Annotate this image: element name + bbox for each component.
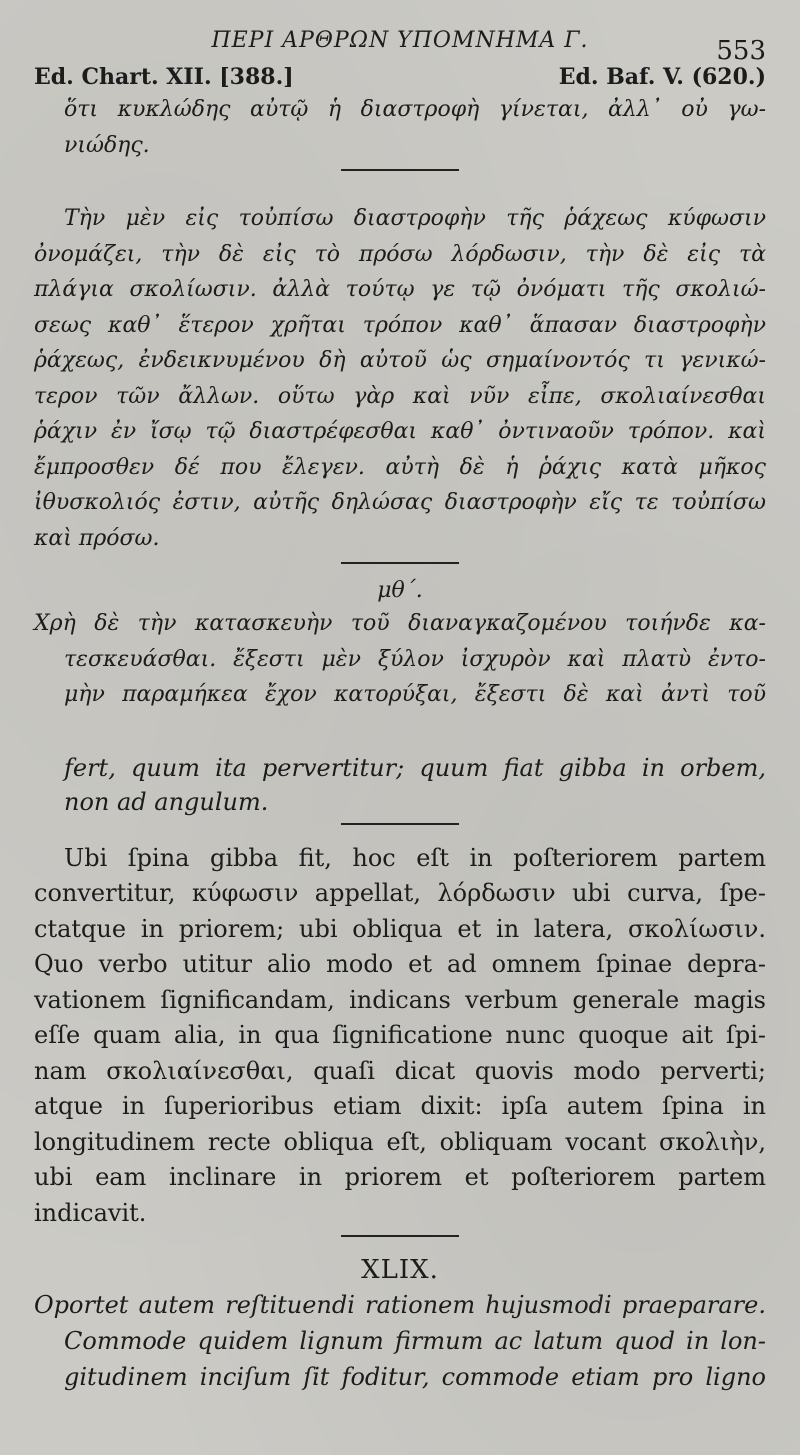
text-line: ἔμπροσθεν δέ που ἔλεγεν. αὐτὴ δὲ ἡ ῥάχις κατὰ μῆκος: [34, 454, 766, 480]
text-line: πλάγια σκολίωσιν. ἀλλὰ τούτῳ γε τῷ ὀνόματι τῆς σκολιώ-: [34, 277, 766, 302]
text-line: vationem ſignificandam, indicans verbum generale magis: [34, 985, 766, 1014]
text-line: καὶ πρόσω.: [34, 525, 160, 551]
text-line: eſſe quam alia, in qua ſignificatione nunc quoque ait ſpi-: [34, 1021, 766, 1049]
text-line: ἰθυσκολιός ἐστιν, αὐτῆς δηλώσας διαστροφὴν εἴς τε τοὐπίσω: [34, 490, 766, 515]
edition-line: [34, 62, 766, 92]
text-line: ctatque in priorem; ubi obliqua et in latera, σκολίωσιν.: [34, 914, 766, 943]
text-line: Quo verbo utitur alio modo et ad omnem ſpinae depra-: [34, 950, 766, 978]
section-divider: [341, 1235, 459, 1237]
latin-italic-paragraph-2: [34, 1287, 766, 1395]
text-line: Τὴν μὲν εἰς τοὐπίσω διαστροφὴν τῆς ῥάχεως κύφωσιν: [64, 206, 766, 231]
text-line: nam σκολιαίνεσθαι, quaſi dicat quovis modo perverti;: [34, 1056, 766, 1085]
running-title: ΠΕΡΙ ΑΡΘΡΩΝ ΥΠΟΜΝΗΜΑ Γ.: [211, 28, 589, 53]
text-line: ubi eam inclinare in priorem et poſteriorem partem: [34, 1163, 766, 1191]
page-number: 553: [716, 36, 766, 66]
latin-italic-paragraph: [34, 751, 766, 819]
running-head: [34, 18, 766, 66]
text-line: gitudinem inciſum ſit foditur, commode etiam pro ligno: [64, 1363, 766, 1391]
text-line: non ad angulum.: [64, 787, 269, 816]
text-line: convertitur, κύφωσιν appellat, λόρδωσιν ubi curva, ſpe-: [34, 879, 766, 907]
greek-paragraph-3: [34, 606, 766, 713]
edition-chart-ref: Ed. Chart. XII. [388.]: [34, 64, 294, 90]
text-line: longitudinem recte obliqua eſt, obliquam vocant σκολιὴν,: [34, 1127, 766, 1156]
text-line: Ubi ſpina gibba fit, hoc eſt in poſteriorem partem: [64, 843, 766, 872]
text-line: atque in ſuperioribus etiam dixit: ipſa autem ſpina in: [34, 1092, 766, 1120]
greek-paragraph-2: [34, 201, 766, 556]
text-line: σεως καθ᾿ ἕτερον χρῆται τρόπον καθ᾿ ἅπασαν διαστροφὴν: [34, 312, 766, 338]
text-line: τερον τῶν ἄλλων. οὕτω γὰρ καὶ νῦν εἶπε, σκολιαίνεσθαι: [34, 383, 766, 409]
text-line: μὴν παραμήκεα ἔχον κατορύξαι, ἔξεστι δὲ καὶ ἀντὶ τοῦ: [64, 682, 766, 707]
text-line: fert, quum ita pervertitur; quum fiat gibba in orbem,: [64, 753, 766, 782]
section-divider: [341, 823, 459, 825]
section-divider: [341, 562, 459, 564]
latin-chapter-number: XLIX.: [361, 1255, 439, 1285]
latin-paragraph: [34, 841, 766, 1232]
text-line: Commode quidem lignum firmum ac latum quod in lon-: [64, 1327, 766, 1355]
text-line: ὅτι κυκλώδης αὐτῷ ἡ διαστροφὴ γίνεται, ἀλλ᾿ οὐ γω-: [64, 97, 766, 122]
text-line: νιώδης.: [64, 132, 150, 158]
text-line: ῥάχιν ἐν ἴσῳ τῷ διαστρέφεσθαι καθ᾿ ὀντιναοῦν τρόπον. καὶ: [34, 419, 766, 444]
text-line: indicavit.: [34, 1198, 147, 1227]
section-divider: [341, 169, 459, 171]
greek-chapter-number: μθ΄.: [377, 578, 423, 603]
text-line: ὀνομάζει, τὴν δὲ εἰς τὸ πρόσω λόρδωσιν, τὴν δὲ εἰς τὰ: [34, 241, 766, 267]
text-line: Χρὴ δὲ τὴν κατασκευὴν τοῦ διαναγκαζομένου τοιήνδε κα-: [34, 611, 766, 636]
greek-paragraph-1: [34, 92, 766, 163]
text-line: ῥάχεως, ἐνδεικνυμένου δὴ αὐτοῦ ὡς σημαίνοντός τι γενικώ-: [34, 348, 766, 373]
text-line: Oportet autem reſtituendi rationem hujusmodi praeparare.: [34, 1291, 766, 1319]
text-line: τεσκευάσθαι. ἔξεστι μὲν ξύλον ἰσχυρὸν καὶ πλατὺ ἐντο-: [64, 646, 766, 672]
edition-basel-ref: Ed. Baf. V. (620.): [558, 64, 766, 90]
